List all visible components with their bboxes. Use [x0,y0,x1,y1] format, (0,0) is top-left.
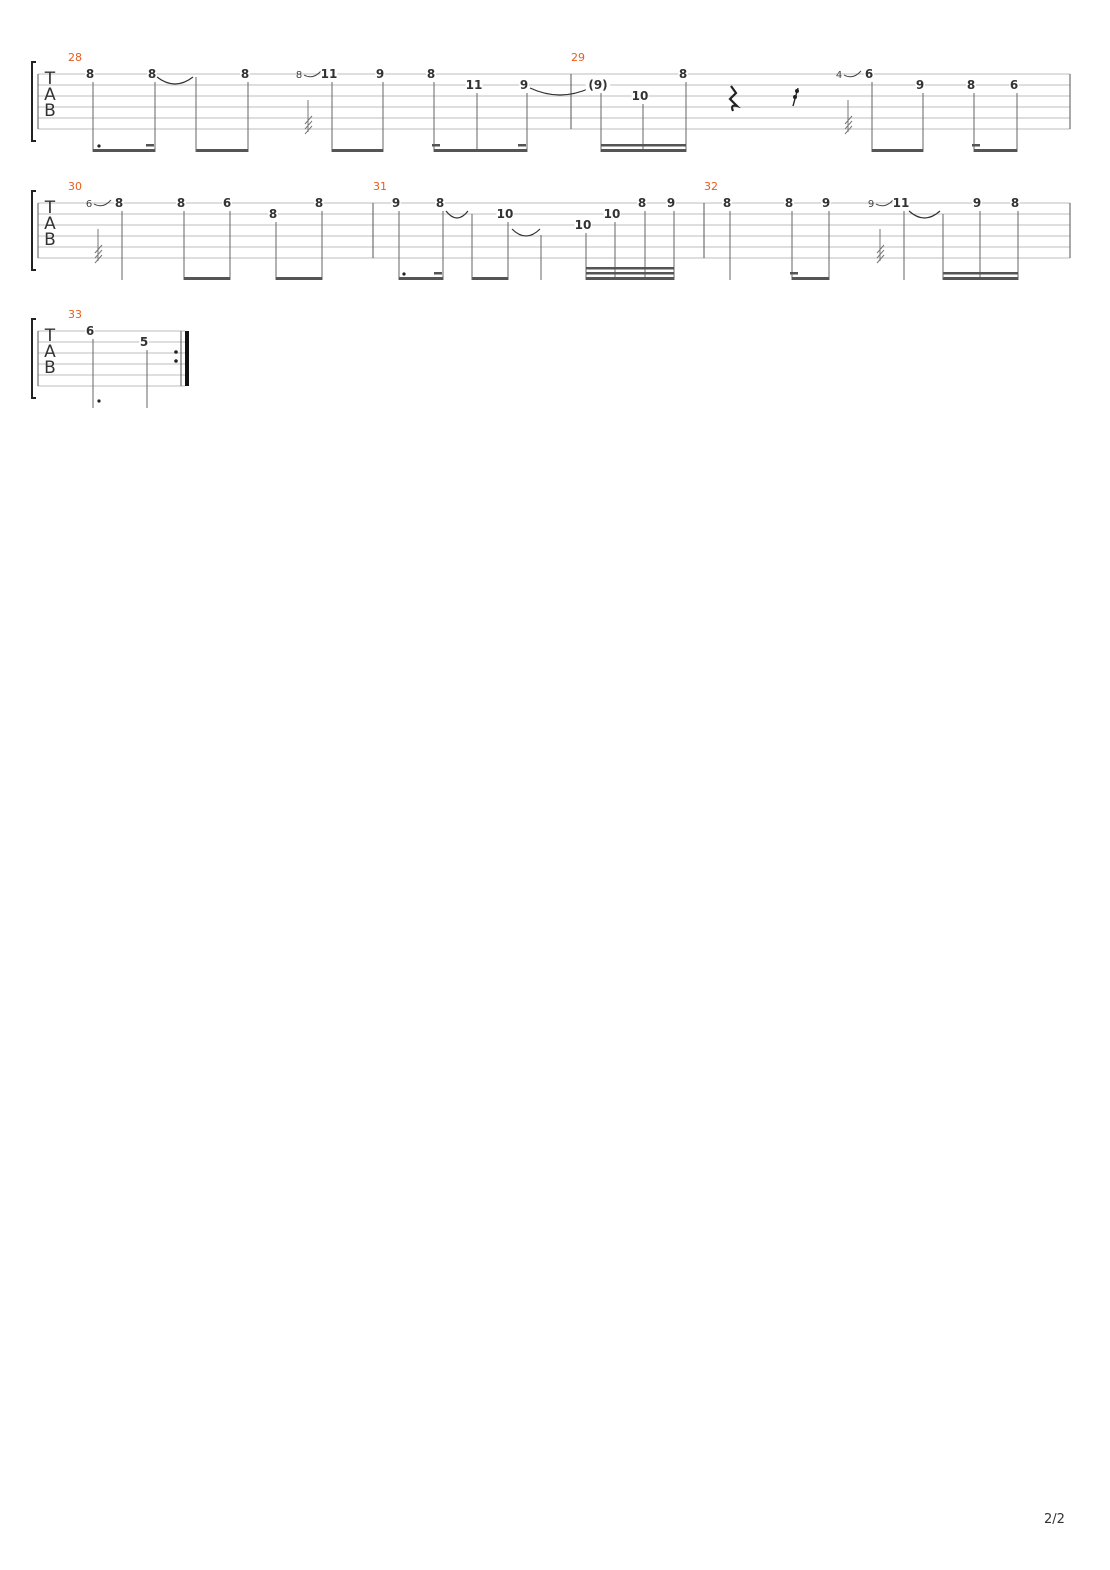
sixteenth-rest [793,95,797,99]
fret-number: 10 [496,207,514,221]
fret-number: 8 [784,196,794,210]
beam [792,277,829,280]
beam [586,272,674,275]
grace-note-fret: 6 [85,199,93,210]
fret-number: 8 [426,67,436,81]
fret-number: 9 [375,67,385,81]
repeat-dot [174,350,178,354]
fret-number: 9 [666,196,676,210]
system-bracket [32,319,36,398]
beam [276,277,322,280]
fret-number: 9 [915,78,925,92]
fret-number: 8 [176,196,186,210]
tie [157,77,193,84]
grace-note-fret: 8 [295,70,303,81]
fret-number: 11 [320,67,338,81]
fret-number: 10 [631,89,649,103]
beam-stub [518,144,526,147]
tab-clef-letter: B [44,358,56,378]
fret-number: 8 [240,67,250,81]
fret-number: 9 [519,78,529,92]
tab-clef-letter: T [44,326,56,346]
fret-number: 8 [1010,196,1020,210]
fret-number: 8 [435,196,445,210]
fret-number: 8 [314,196,324,210]
beam [872,149,923,152]
beam [943,277,1018,280]
fret-number: 6 [864,67,874,81]
fret-number: (9) [588,78,608,92]
beam [586,277,674,280]
tab-clef-letter: A [44,85,56,105]
augmentation-dot [97,399,100,402]
fret-number: 6 [222,196,232,210]
tab-clef-letter: A [44,342,56,362]
fret-number: 6 [1009,78,1019,92]
tab-clef-letter: T [44,69,56,89]
beam [93,149,155,152]
fret-number: 9 [391,196,401,210]
system-bracket [32,191,36,270]
beam [943,272,1018,275]
fret-number: 8 [85,67,95,81]
tie [530,88,590,95]
measure-number: 31 [373,180,387,193]
fret-number: 8 [147,67,157,81]
fret-number: 8 [268,207,278,221]
measure-number: 28 [68,51,82,64]
measure-number: 29 [571,51,585,64]
tab-clef-letter: B [44,101,56,121]
tab-clef-letter: B [44,230,56,250]
sixteenth-rest [795,89,799,93]
beam [586,267,674,270]
measure-number: 30 [68,180,82,193]
system-bracket [32,62,36,141]
fret-number: 8 [966,78,976,92]
beam [399,277,443,280]
beam-stub [434,272,442,275]
beam-stub [146,144,154,147]
grace-note-fret: 4 [835,70,843,81]
fret-number: 8 [722,196,732,210]
measure-number: 33 [68,308,82,321]
beam [601,144,686,147]
fret-number: 8 [678,67,688,81]
tie [512,229,540,236]
fret-number: 8 [114,196,124,210]
grace-note-fret: 9 [867,199,875,210]
beam-stub [432,144,440,147]
tab-clef-letter: A [44,214,56,234]
beam [974,149,1017,152]
fret-number: 11 [892,196,910,210]
beam-stub [790,272,798,275]
repeat-dot [174,359,178,363]
tab-clef-letter: T [44,198,56,218]
page-number: 2/2 [1044,1512,1065,1527]
augmentation-dot [97,144,100,147]
augmentation-dot [402,272,405,275]
fret-number: 9 [821,196,831,210]
beam [601,149,686,152]
beam-stub [972,144,980,147]
beam [332,149,383,152]
measure-number: 32 [704,180,718,193]
beam [434,149,527,152]
fret-number: 8 [637,196,647,210]
fret-number: 10 [603,207,621,221]
fret-number: 9 [972,196,982,210]
beam [196,149,248,152]
fret-number: 5 [139,335,149,349]
beam [184,277,230,280]
fret-number: 10 [574,218,592,232]
fret-number: 11 [465,78,483,92]
beam [472,277,508,280]
fret-number: 6 [85,324,95,338]
